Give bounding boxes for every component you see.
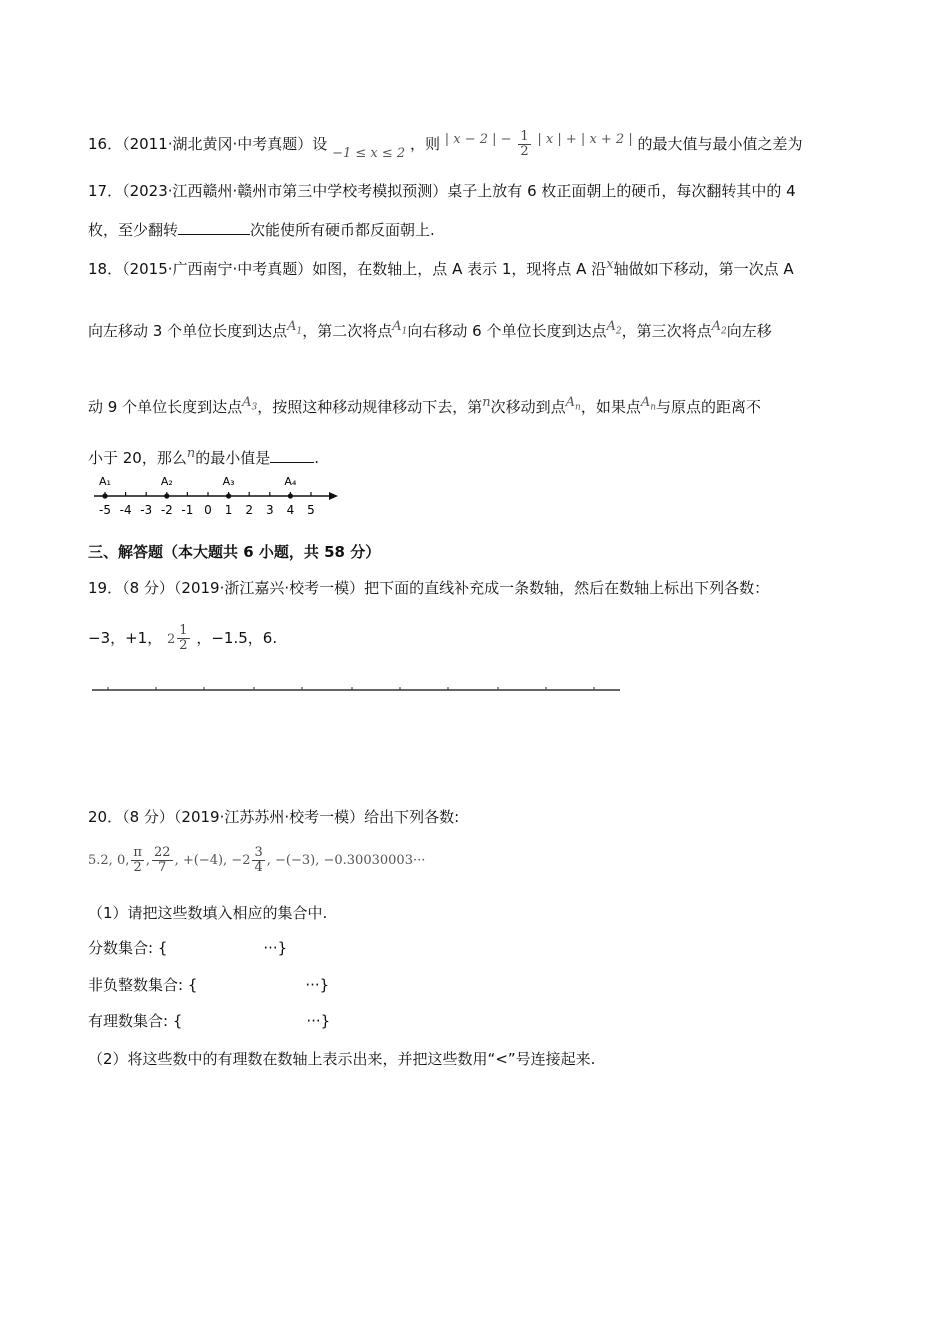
q18-line4 (88, 443, 319, 469)
q19-nums-a: −3，+1， (88, 629, 163, 647)
q18-text-3c: 次移动到点 (490, 398, 566, 416)
q18-line3 (88, 392, 761, 419)
q18-line2 (88, 316, 772, 343)
axis-tick-label: 5 (307, 503, 315, 517)
q18-text-2b: ，第二次将点 (302, 322, 393, 340)
q20-e2: , (145, 853, 151, 868)
set-fraction-label: 分数集合: { (88, 939, 168, 957)
q19-line1: 19．（8 分）（2019·浙江嘉兴·校考一模）把下面的直线补充成一条数轴，然后在数轴上标出下列各数： (88, 579, 770, 597)
q16-expr-a: | x − 2 | − (444, 132, 512, 147)
axis-point (226, 493, 231, 498)
q16-suffix: 的最大值与最小值之差为 (637, 135, 803, 153)
q18-n: n (482, 395, 491, 410)
axis-tick-label: 0 (204, 503, 212, 517)
q16-text: 16．（2011·湖北黄冈·中考真题）设 (88, 135, 328, 153)
q18-An: $A_n$ (565, 395, 581, 413)
axis-point-label: A₁ (99, 475, 111, 488)
q20-set-rational (88, 1010, 330, 1032)
axis-point-label: A₂ (160, 475, 173, 488)
q18-line1 (88, 254, 794, 280)
q20-e4: , −(−3), −0.30030003··· (266, 853, 426, 868)
q18-text-2a: 向左移动 3 个单位长度到达点 (88, 322, 288, 340)
axis-tick-label: -3 (140, 503, 153, 517)
q18-text-3d: ，如果点 (580, 398, 641, 416)
q18-A2: $A_2$ (606, 319, 622, 337)
q16-expr-b: | x | + | x + 2 | (537, 132, 633, 147)
q18-text-2e: 向左移 (726, 322, 772, 340)
q16-fraction: $\frac{1}{2}$ (520, 129, 529, 159)
q18-text-1b: 轴做如下移动，第一次点 A (613, 260, 794, 278)
q18-answer-blank[interactable] (270, 446, 314, 463)
set-fraction-end: ···} (263, 939, 288, 957)
set-nonneg-label: 非负整数集合: { (88, 976, 198, 994)
q18-text-4c: . (314, 449, 320, 467)
set-rational-end: ···} (306, 1012, 331, 1030)
axis-point-label: A₄ (284, 475, 297, 488)
q18-text-3a: 动 9 个单位长度到达点 (88, 398, 243, 416)
set-rational-label: 有理数集合: { (88, 1012, 183, 1030)
axis-tick-label: 3 (265, 503, 274, 517)
axis-point (102, 493, 107, 498)
q20-22-7-frac: $\frac{22}{7}$ (154, 845, 171, 875)
q19-nums-b: ，−1.5，6. (196, 629, 278, 647)
axis-tick-label: -4 (119, 503, 132, 517)
q20-part1: （1）请把这些数填入相应的集合中. (88, 904, 328, 922)
axis-tick-label: 4 (286, 503, 295, 517)
q18-x: x (606, 257, 614, 272)
q19-mixed-frac: $\frac{1}{2}$ (179, 623, 188, 653)
q16-mid: ，则 (409, 135, 440, 153)
q19-mixed-whole: 2 (167, 632, 176, 647)
q20-set-nonneg-int (88, 974, 329, 996)
q20-set-fraction (88, 937, 287, 959)
q18-An-b: $A_n$ (640, 395, 657, 413)
set-nonneg-end: ···} (305, 976, 330, 994)
q18-A1: $A_1$ (287, 319, 303, 337)
q19-numbers (88, 624, 277, 653)
axis-tick-label: -1 (181, 503, 194, 517)
axis-point (288, 493, 293, 498)
q16-line (88, 130, 803, 159)
q18-text-2c: 向右移动 6 个单位长度到达点 (407, 322, 607, 340)
q18-text-3b: ，按照这种移动规律移动下去，第 (257, 398, 483, 416)
q18-number-line (88, 472, 348, 520)
q18-n-2: n (186, 446, 196, 461)
q18-A3: $A_3$ (242, 395, 258, 413)
q18-text-2d: ，第三次将点 (621, 322, 712, 340)
q17-text-a: 枚，至少翻转 (88, 221, 179, 239)
q20-3-4-frac: $\frac{3}{4}$ (254, 845, 263, 875)
q20-e3: , +(−4), −2 (174, 853, 251, 868)
q18-A1-b: $A_1$ (392, 319, 408, 337)
section-3-title: 三、解答题（本大题共 6 小题，共 58 分） (88, 543, 381, 561)
axis-tick-label: -2 (160, 503, 173, 517)
q17-line2 (88, 218, 435, 241)
axis-tick-label: 1 (224, 503, 233, 517)
q19-blank-line (88, 680, 628, 700)
q20-pi-frac: $\frac{\pi}{2}$ (133, 845, 142, 875)
q20-part2: （2）将这些数中的有理数在数轴上表示出来，并把这些数用“<”号连接起来. (88, 1050, 596, 1068)
q20-numbers (88, 846, 425, 875)
q20-line1: 20．（8 分）（2019·江苏苏州·校考一模）给出下列各数: (88, 808, 460, 826)
axis-point-label: A₃ (222, 475, 235, 488)
q18-text-4a: 小于 20，那么 (88, 449, 187, 467)
q18-text-3e: 与原点的距离不 (656, 398, 762, 416)
axis-tick-label: 2 (245, 503, 254, 517)
q18-text-1a: 18．（2015·广西南宁·中考真题）如图，在数轴上，点 A 表示 1，现将点 A 沿 (88, 260, 607, 278)
q18-A2-b: $A_2$ (711, 319, 727, 337)
q17-answer-blank[interactable] (178, 218, 250, 235)
axis-tick-label: -5 (99, 503, 111, 517)
axis-point (164, 493, 169, 498)
q17-line1: 17．（2023·江西赣州·赣州市第三中学校考模拟预测）桌子上放有 6 枚正面朝上的硬币，每次翻转其中的 4 (88, 182, 796, 200)
q18-text-4b: 的最小值是 (195, 449, 271, 467)
q16-condition: −1 ≤ x ≤ 2 (332, 146, 406, 161)
q17-text-b: 次能使所有硬币都反面朝上. (250, 221, 435, 239)
q20-e1: 5.2, 0, (88, 853, 130, 868)
